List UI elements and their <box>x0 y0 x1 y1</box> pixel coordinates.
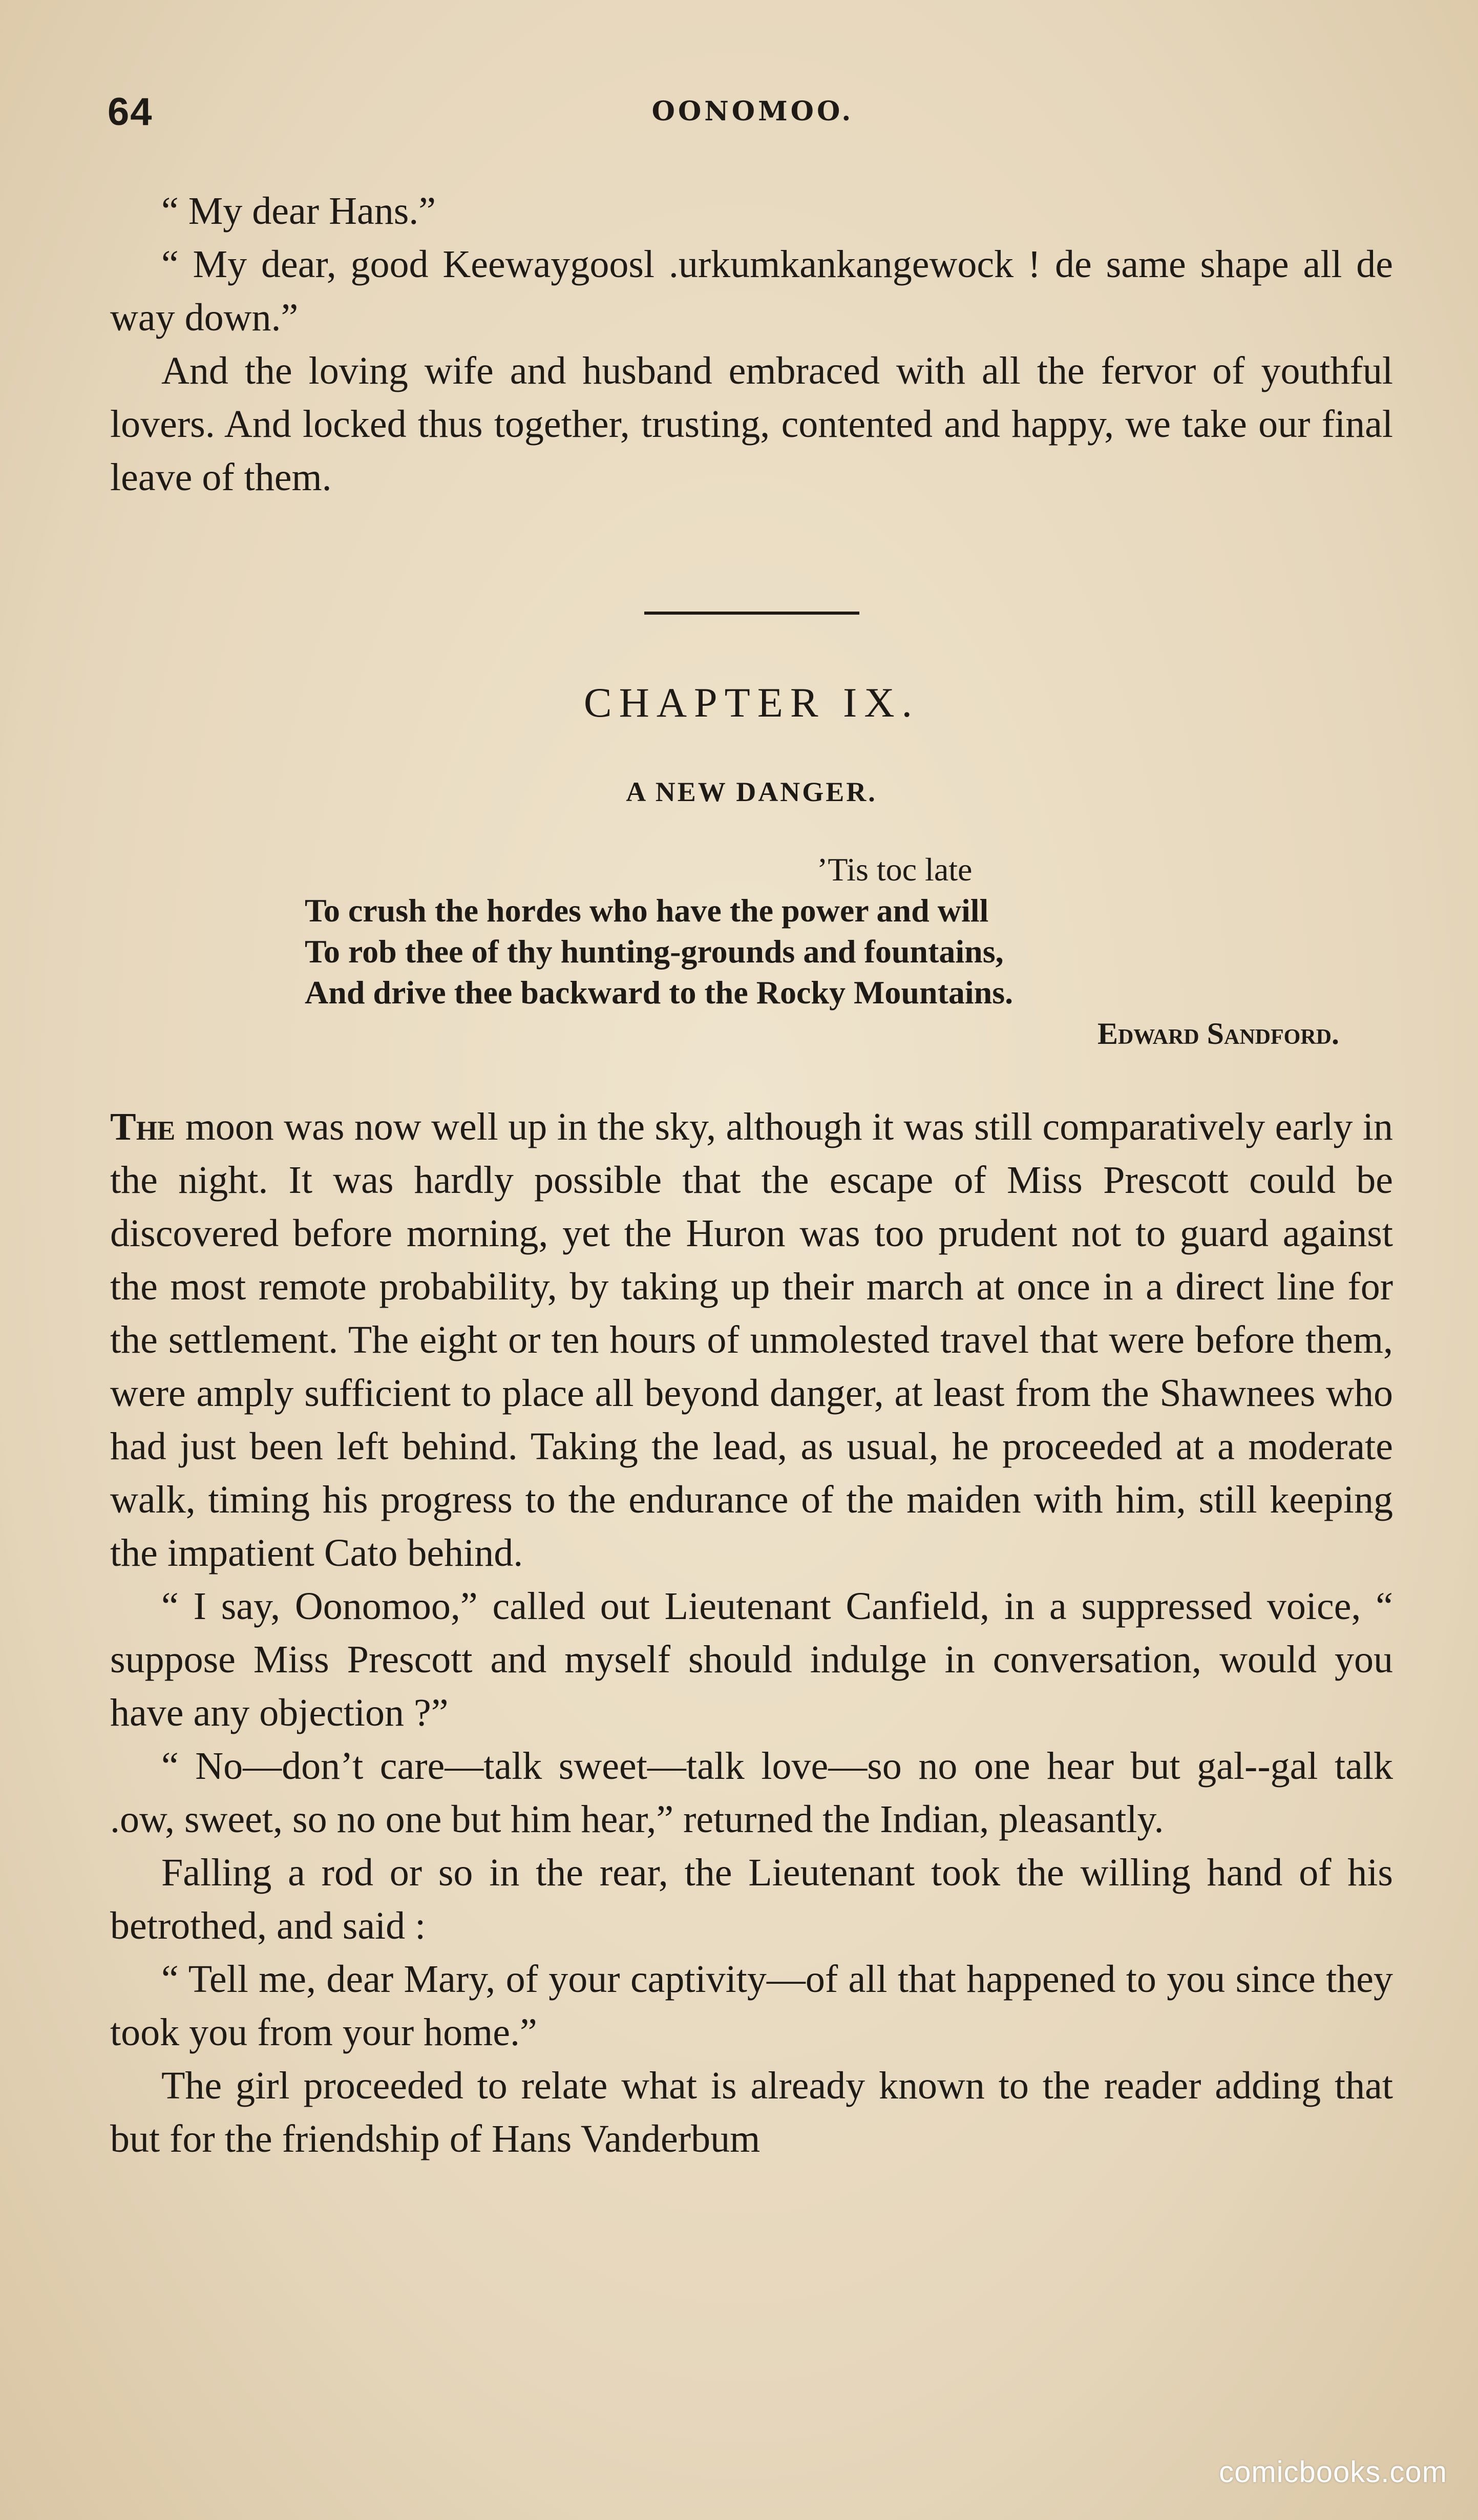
epigraph-line: And drive thee backward to the Rocky Mountains. <box>305 974 1014 1011</box>
chapter-title: CHAPTER IX. <box>583 679 920 726</box>
paragraph-8: “ Tell me, dear Mary, of your captivity—of all that happened to you since they took you from your home.” <box>110 1958 1393 2054</box>
running-head <box>108 90 1398 136</box>
epigraph-line: To crush the hordes who have the power and will <box>305 892 989 929</box>
section-divider <box>644 612 859 615</box>
epigraph-line: To rob thee of thy hunting-grounds and fountains, <box>305 933 1004 970</box>
paragraph-5: “ I say, Oonomoo,” called out Lieutenant Canfield, in a suppressed voice, “ suppose Miss Prescott and myself should indulge in conversation, would you have any objection ?” <box>110 1585 1393 1734</box>
watermark: comicbooks.com <box>1219 2455 1447 2489</box>
epigraph-author: Edward Sandford. <box>1097 1017 1339 1051</box>
paragraph-2: “ My dear, good Keewaygoosl .urkumkankangewock ! de same shape all de way down.” <box>110 243 1393 339</box>
running-title: OONOMOO. <box>651 96 854 127</box>
page-content <box>110 184 1393 2166</box>
paragraph-9: The girl proceeded to relate what is already known to the reader adding that but for the friendship of Hans Vanderbum <box>110 2064 1393 2160</box>
chapter-subtitle: A NEW DANGER. <box>626 776 877 807</box>
page-number: 64 <box>108 90 153 134</box>
paragraph-7: Falling a rod or so in the rear, the Lieutenant took the willing hand of his betrothed, and said : <box>110 1851 1393 1947</box>
paragraph-6: “ No—don’t care—talk sweet—talk love—so no one hear but gal--gal talk .ow, sweet, so no one but him hear,” returned the Indian, pleasantly. <box>110 1745 1393 1841</box>
paragraph-4 <box>110 1100 1393 1580</box>
paragraph-4-text: moon was now well up in the sky, although it was still comparatively early in the night. It was hardly possible that the escape of Miss Prescott could be discovered before morning, yet the Huron was too prudent not to guard against the most remote probability, by taking up their march at once in a direct line for the settlement. The eight or ten hours of unmolested travel that were before them, were amply sufficient to place all beyond danger, at least from the Shawnees who had just been left behind. Taking the lead, as usual, he proceeded at a moderate walk, timing his progress to the endurance of the maiden with him, still keeping the impatient Cato behind. <box>110 1105 1393 1574</box>
paragraph-1: “ My dear Hans.” <box>161 190 436 233</box>
epigraph-line: ’Tis toc late <box>817 851 973 888</box>
epigraph <box>305 849 1339 1054</box>
opening-word: The <box>110 1105 176 1148</box>
paragraph-3: And the loving wife and husband embraced with all the fervor of youthful lovers. And locked thus together, trusting, contented and happy, we take our final leave of them. <box>110 349 1393 499</box>
